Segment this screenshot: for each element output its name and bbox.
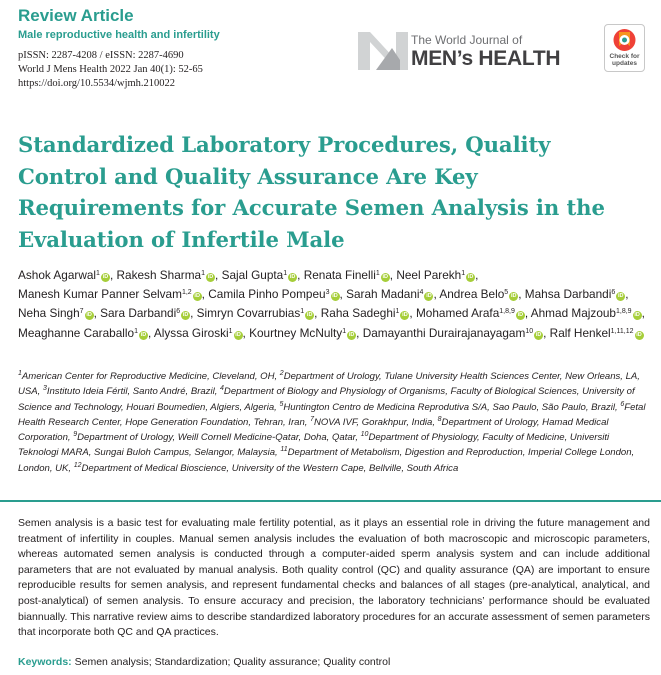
orcid-icon[interactable]: iD bbox=[467, 274, 474, 280]
author-name: Kourtney McNulty bbox=[249, 325, 343, 340]
author[interactable] bbox=[18, 268, 110, 282]
affiliation-sup: 11 bbox=[280, 446, 288, 454]
author-name: Mohamed Arafa bbox=[415, 306, 500, 321]
author[interactable] bbox=[550, 326, 644, 340]
affiliation-text: NOVA IVF, Gorakhpur, India, bbox=[313, 416, 438, 428]
author-name: Alyssa Giroski bbox=[153, 325, 229, 340]
author-affiliation-sup: 1 bbox=[283, 270, 288, 277]
author[interactable] bbox=[416, 306, 525, 320]
affiliation-sup: 9 bbox=[73, 431, 78, 439]
crossmark-icon bbox=[605, 26, 644, 54]
author[interactable] bbox=[197, 306, 315, 320]
orcid-icon[interactable]: iD bbox=[140, 331, 147, 338]
affiliation-sup: 10 bbox=[360, 431, 369, 439]
author[interactable] bbox=[18, 326, 148, 340]
abstract: Semen analysis is a basic test for evaluating male fertility potential, as it plays an essential role in driving the future management and treatment of infertility in couples. Manual semen analysis includes the evaluation of both macroscopic and microscopic parameters, whereas automated semen analysis is conducted through a computer-aided sperm analysis system and can include additional parameters that are not evaluated by manual analysis. Both quality control (QC) and quality assurance (QA) are important to ensure reproducible results for semen analysis, and represent fundamental checks and balances of all stages (pre-analytical, analytical, and post-analytical) of semen analysis. To ensure accuracy and precision, the laboratory technicians’ performance should be evaluated biannually. This narrative review aims to describe standardized laboratory procedures for an accurate assessment of semen parameters that incorporate both QC and QA practices. bbox=[18, 517, 650, 639]
affiliation-text: Department of Urology, Tulane University Health Sciences Center, New Orleans, LA, USA, bbox=[18, 371, 640, 398]
author-name: Simryn Covarrubias bbox=[196, 306, 301, 321]
affiliation-text: Department of Metabolism, Digestion and Reproduction, Imperial College London, London, UK, bbox=[18, 447, 635, 474]
orcid-icon[interactable]: iD bbox=[634, 312, 640, 319]
affiliation-sup: 12 bbox=[73, 461, 82, 469]
check-for-updates-label: Check for updates bbox=[609, 53, 640, 67]
author[interactable] bbox=[396, 268, 475, 282]
orcid-icon[interactable]: iD bbox=[306, 312, 313, 319]
author-list: Ashok Agarwal$^1$ iD , Rakesh Sharma$^1$ iD , Sajal Gupta$^1$ iD , Renata Finelli$^1$ iD , Neel Parekh$^1$ iD , Manesh Kumar Panner Selvam$^{1,2}$ iD , Camila Pinho Pompeu$^3$ iD , Sarah Madani$^4$ iD , Andrea Belo$^5$ iD , Mahsa Darbandi$^6$ iD , Neha Singh$^7$ iD , Sara Darbandi$^6$ iD , Simryn Covarrubias$^1$ iD , Raha Sadeghi$^1$ iD , Mohamed Arafa$^{1,8,9}$ iD , Ahmad Majzoub$^{1,8,9}$ iD , Meaghanne Caraballo$^1$ iD , Alyssa Giroski$^1$ iD , Kourtney McNulty$^1$ iD , Damayanthi Durairajanayagam$^{10}$ iD , Ralf Henkel$^{1,11,12}$ iD bbox=[18, 268, 645, 340]
orcid-icon[interactable]: iD bbox=[382, 274, 388, 280]
orcid-icon[interactable]: iD bbox=[182, 312, 189, 319]
author-affiliation-sup: 1,11,12 bbox=[610, 327, 634, 335]
affiliation-sup: 4 bbox=[220, 385, 224, 393]
author-affiliation-sup: 6 bbox=[176, 308, 181, 316]
affiliation-sup: 1 bbox=[18, 370, 22, 377]
keywords-line bbox=[18, 656, 390, 668]
affiliation-text: Department of Physiology, Faculty of Medicine, Universiti Teknologi MARA, Sungai Buloh Campus, Selangor, Malaysia, bbox=[18, 432, 610, 459]
author-name: Sara Darbandi bbox=[100, 306, 177, 321]
orcid-icon[interactable]: iD bbox=[86, 312, 92, 319]
orcid-icon[interactable]: iD bbox=[348, 331, 355, 338]
affiliation-text: Fetal Health Research Center, Hope Generation Foundation, Tehran, Iran, bbox=[18, 401, 646, 428]
author-affiliation-sup: 1,2 bbox=[181, 289, 192, 297]
author[interactable] bbox=[321, 306, 410, 320]
author-name: Manesh Kumar Panner Selvam bbox=[18, 287, 182, 302]
author-affiliation-sup: 5 bbox=[504, 289, 509, 297]
keywords-label: Keywords: bbox=[18, 656, 72, 668]
author-name: Rakesh Sharma bbox=[116, 268, 202, 282]
author[interactable] bbox=[18, 287, 202, 301]
affiliation bbox=[279, 402, 620, 413]
author-name: Renata Finelli bbox=[303, 268, 376, 282]
orcid-icon[interactable]: iD bbox=[535, 331, 542, 338]
author[interactable] bbox=[525, 287, 625, 301]
orcid-icon[interactable]: iD bbox=[194, 293, 200, 300]
orcid-icon[interactable]: iD bbox=[636, 331, 642, 338]
affiliation bbox=[310, 417, 438, 428]
author[interactable] bbox=[363, 326, 543, 340]
affiliation bbox=[43, 386, 220, 397]
affiliation-text: Department of Medical Bioscience, University of the Western Cape, Bellville, South Africa bbox=[81, 462, 459, 474]
author-affiliation-sup: 1 bbox=[395, 308, 400, 316]
author-affiliation-sup: 1 bbox=[375, 270, 380, 277]
author-name: Meaghanne Caraballo bbox=[18, 325, 135, 340]
article-subject: Male reproductive health and infertility bbox=[18, 29, 220, 41]
author-affiliation-sup: 1 bbox=[134, 327, 138, 335]
author-affiliation-sup: 1 bbox=[461, 270, 466, 277]
orcid-icon[interactable]: iD bbox=[617, 293, 624, 300]
author[interactable] bbox=[222, 268, 298, 282]
affiliation-sup: 6 bbox=[620, 400, 625, 408]
author-name: Damayanthi Durairajanayagam bbox=[362, 325, 526, 340]
author-affiliation-sup: 3 bbox=[325, 289, 330, 297]
orcid-icon[interactable]: iD bbox=[289, 274, 296, 280]
orcid-icon[interactable]: iD bbox=[332, 293, 338, 300]
orcid-icon[interactable]: iD bbox=[235, 331, 241, 338]
author-affiliation-sup: 1 bbox=[300, 308, 305, 316]
author-name: Raha Sadeghi bbox=[320, 306, 396, 321]
author-affiliation-sup: 7 bbox=[79, 308, 84, 316]
author-name: Mahsa Darbandi bbox=[524, 287, 612, 302]
affiliation-text: American Center for Reproductive Medicine, Cleveland, OH, bbox=[21, 371, 280, 382]
affiliation bbox=[74, 463, 459, 474]
affiliation-text: Department of Biology and Physiology of Organisms, Faculty of Biological Sciences, University of Science and Technology, Houari Boumedien, Algiers, Algeria, bbox=[18, 386, 635, 413]
affiliation-sup: 5 bbox=[279, 400, 284, 408]
affiliation-text: Department of Urology, Hamad Medical Corporation, bbox=[18, 416, 609, 444]
orcid-icon[interactable]: iD bbox=[102, 274, 109, 280]
keywords-text: Semen analysis; Standardization; Quality assurance; Quality control bbox=[74, 656, 391, 668]
author-affiliation-sup: 1,8,9 bbox=[616, 308, 632, 316]
author[interactable] bbox=[439, 287, 518, 301]
affiliation-sup: 8 bbox=[437, 415, 442, 423]
affiliation-sup: 7 bbox=[310, 415, 314, 423]
affiliation-sup: 2 bbox=[279, 370, 284, 377]
article-title: Standardized Laboratory Procedures, Quality Control and Quality Assurance Are Key Requirements for Accurate Semen Analysis in the Evaluation of Infertile Male bbox=[18, 132, 605, 252]
orcid-icon[interactable]: iD bbox=[207, 274, 214, 280]
journal-logo-mark-icon bbox=[356, 26, 412, 74]
orcid-icon[interactable]: iD bbox=[517, 312, 524, 319]
journal-logo-line1: The World Journal of bbox=[411, 33, 523, 47]
author-affiliation-sup: 1 bbox=[228, 327, 233, 335]
author-name: Neel Parekh bbox=[396, 268, 462, 282]
affiliation-sup: 3 bbox=[42, 385, 47, 393]
author-affiliation-sup: 10 bbox=[525, 327, 534, 335]
author[interactable] bbox=[208, 287, 339, 301]
author[interactable] bbox=[117, 268, 216, 282]
author-name: Ashok Agarwal bbox=[18, 268, 97, 282]
author-name: Neha Singh bbox=[18, 306, 80, 321]
orcid-icon[interactable]: iD bbox=[426, 293, 432, 300]
journal-logo[interactable] bbox=[356, 26, 596, 74]
journal-logo-line2: MEN’s HEALTH bbox=[411, 47, 561, 70]
doi-link[interactable]: https://doi.org/10.5534/wjmh.210022 bbox=[18, 78, 176, 89]
check-for-updates-badge[interactable] bbox=[604, 24, 645, 72]
affiliation-list bbox=[18, 369, 648, 476]
affiliation-text: Huntington Centro de Medicina Reprodutiva S/A, Sao Paulo, São Paulo, Brazil, bbox=[283, 401, 621, 413]
author-name: Andrea Belo bbox=[439, 287, 505, 302]
author-affiliation-sup: 1 bbox=[342, 327, 347, 335]
citation-line: World J Mens Health 2022 Jan 40(1): 52-65 bbox=[18, 64, 203, 75]
orcid-icon[interactable]: iD bbox=[402, 312, 408, 319]
author[interactable] bbox=[18, 306, 94, 320]
section-divider bbox=[0, 500, 661, 502]
author-name: Ahmad Majzoub bbox=[530, 306, 616, 321]
author-affiliation-sup: 1 bbox=[96, 270, 100, 277]
article-type: Review Article bbox=[18, 6, 134, 25]
affiliation bbox=[73, 432, 360, 443]
author[interactable] bbox=[154, 326, 243, 340]
author-name: Camila Pinho Pompeu bbox=[208, 287, 326, 302]
author-affiliation-sup: 6 bbox=[611, 289, 616, 297]
author[interactable] bbox=[100, 306, 190, 320]
affiliation bbox=[18, 371, 280, 382]
affiliation-text: Department of Urology, Weill Cornell Medicine-Qatar, Doha, Qatar, bbox=[77, 432, 361, 444]
issn-line: pISSN: 2287-4208 / eISSN: 2287-4690 bbox=[18, 50, 184, 61]
author[interactable] bbox=[304, 268, 390, 282]
affiliation-text: Instituto Ideia Fértil, Santo André, Brazil, bbox=[46, 386, 221, 398]
author-affiliation-sup: 1,8,9 bbox=[499, 308, 515, 316]
author-affiliation-sup: 4 bbox=[419, 289, 424, 297]
author-name: Sajal Gupta bbox=[221, 268, 284, 282]
orcid-icon[interactable]: iD bbox=[510, 293, 517, 300]
author-name: Sarah Madani bbox=[346, 287, 420, 302]
author[interactable] bbox=[249, 326, 356, 340]
author-name: Ralf Henkel bbox=[549, 325, 611, 340]
author-affiliation-sup: 1 bbox=[201, 270, 206, 277]
author[interactable] bbox=[531, 306, 642, 320]
author[interactable] bbox=[346, 287, 433, 301]
